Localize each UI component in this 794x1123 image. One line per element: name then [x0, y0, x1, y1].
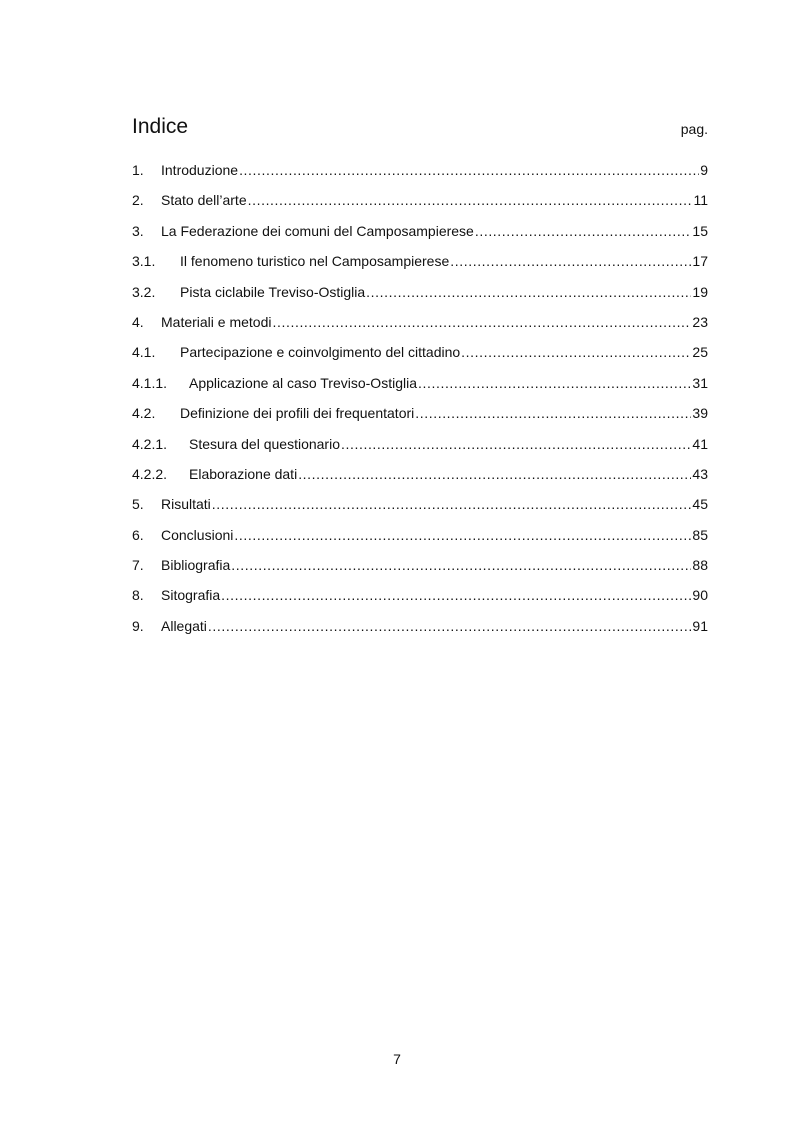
toc-leader-dots [298, 464, 691, 484]
page-number: 7 [393, 1051, 401, 1067]
toc-entry-page: 88 [692, 557, 708, 574]
toc-list [132, 160, 708, 646]
toc-page-label: pag. [680, 121, 708, 137]
toc-leader-dots [248, 190, 693, 210]
toc-leader-dots [418, 373, 691, 393]
toc-leader-dots [273, 312, 692, 332]
toc-entry-page: 15 [692, 222, 708, 239]
toc-leader-dots [239, 160, 699, 180]
toc-entry-number: 4.2.1. [132, 435, 168, 452]
toc-entry-number: 5. [132, 496, 144, 513]
toc-entry-title: Sitografia [161, 587, 221, 604]
toc-entry[interactable] [132, 373, 708, 403]
toc-entry-page: 31 [692, 374, 708, 391]
toc-entry-number: 1. [132, 162, 144, 178]
toc-entry[interactable] [132, 555, 708, 585]
toc-entry[interactable] [132, 585, 708, 615]
toc-entry[interactable] [132, 616, 708, 646]
toc-entry-title: Il fenomeno turistico nel Camposampierese [180, 253, 450, 270]
toc-entry-title: Risultati [161, 496, 211, 513]
toc-entry[interactable] [132, 403, 708, 433]
toc-entry-number: 3. [132, 222, 144, 239]
toc-entry[interactable] [132, 464, 708, 494]
toc-entry-number: 4.2. [132, 405, 156, 422]
toc-entry-number: 4. [132, 313, 144, 330]
toc-entry-number: 4.2.2. [132, 465, 168, 482]
toc-header [132, 114, 708, 144]
toc-leader-dots [341, 434, 691, 454]
toc-entry-page: 23 [692, 313, 708, 330]
toc-leader-dots [366, 282, 691, 302]
toc-entry-page: 19 [692, 283, 708, 300]
toc-entry-number: 8. [132, 587, 144, 604]
toc-entry-title: Pista ciclabile Treviso-Ostiglia [180, 283, 366, 300]
toc-entry[interactable] [132, 342, 708, 372]
toc-entry-number: 2. [132, 192, 144, 209]
toc-entry-page: 9 [700, 162, 708, 178]
toc-leader-dots [461, 342, 691, 362]
toc-entry-page: 11 [693, 192, 708, 209]
toc-entry-number: 6. [132, 526, 144, 543]
toc-entry-page: 17 [692, 253, 708, 270]
toc-entry[interactable] [132, 160, 708, 190]
toc-entry-title: Stato dell’arte [161, 192, 247, 209]
toc-entry-title: Partecipazione e coinvolgimento del cittadino [180, 344, 461, 361]
toc-entry-number: 4.1.1. [132, 374, 168, 391]
toc-entry-page: 43 [692, 465, 708, 482]
toc-entry-title: La Federazione dei comuni del Camposampierese [161, 222, 474, 239]
toc-entry-title: Elaborazione dati [189, 465, 298, 482]
toc-entry-title: Conclusioni [161, 526, 234, 543]
toc-entry-title: Materiali e metodi [161, 313, 272, 330]
toc-entry[interactable] [132, 251, 708, 281]
toc-entry[interactable] [132, 525, 708, 555]
toc-entry-number: 9. [132, 617, 144, 634]
toc-entry-number: 4.1. [132, 344, 156, 361]
toc-entry-page: 45 [692, 496, 708, 513]
toc-entry-number: 3.1. [132, 253, 156, 270]
toc-leader-dots [208, 616, 692, 636]
toc-entry-number: 3.2. [132, 283, 156, 300]
toc-entry[interactable] [132, 282, 708, 312]
toc-entry-page: 39 [692, 405, 708, 422]
toc-leader-dots [221, 585, 691, 605]
toc-entry-number: 7. [132, 557, 144, 574]
toc-leader-dots [231, 555, 691, 575]
toc-entry[interactable] [132, 434, 708, 464]
toc-entry-page: 91 [692, 617, 708, 634]
toc-entry-title: Bibliografia [161, 557, 231, 574]
toc-entry-page: 25 [692, 344, 708, 361]
toc-leader-dots [212, 494, 692, 514]
toc-entry-page: 85 [692, 526, 708, 543]
toc-entry-title: Introduzione [161, 162, 239, 178]
toc-entry-page: 41 [692, 435, 708, 452]
toc-entry[interactable] [132, 312, 708, 342]
toc-entry-title: Applicazione al caso Treviso-Ostiglia [189, 374, 417, 391]
toc-entry-title: Stesura del questionario [189, 435, 340, 452]
toc-entry-title: Definizione dei profili dei frequentatori [180, 405, 415, 422]
toc-entry-title: Allegati [161, 617, 207, 634]
toc-entry[interactable] [132, 221, 708, 251]
toc-title: Indice [132, 115, 189, 138]
toc-entry[interactable] [132, 494, 708, 524]
toc-leader-dots [450, 251, 691, 271]
toc-leader-dots [475, 221, 692, 241]
toc-leader-dots [415, 403, 691, 423]
toc-leader-dots [234, 525, 691, 545]
toc-entry[interactable] [132, 190, 708, 220]
toc-entry-page: 90 [692, 587, 708, 604]
